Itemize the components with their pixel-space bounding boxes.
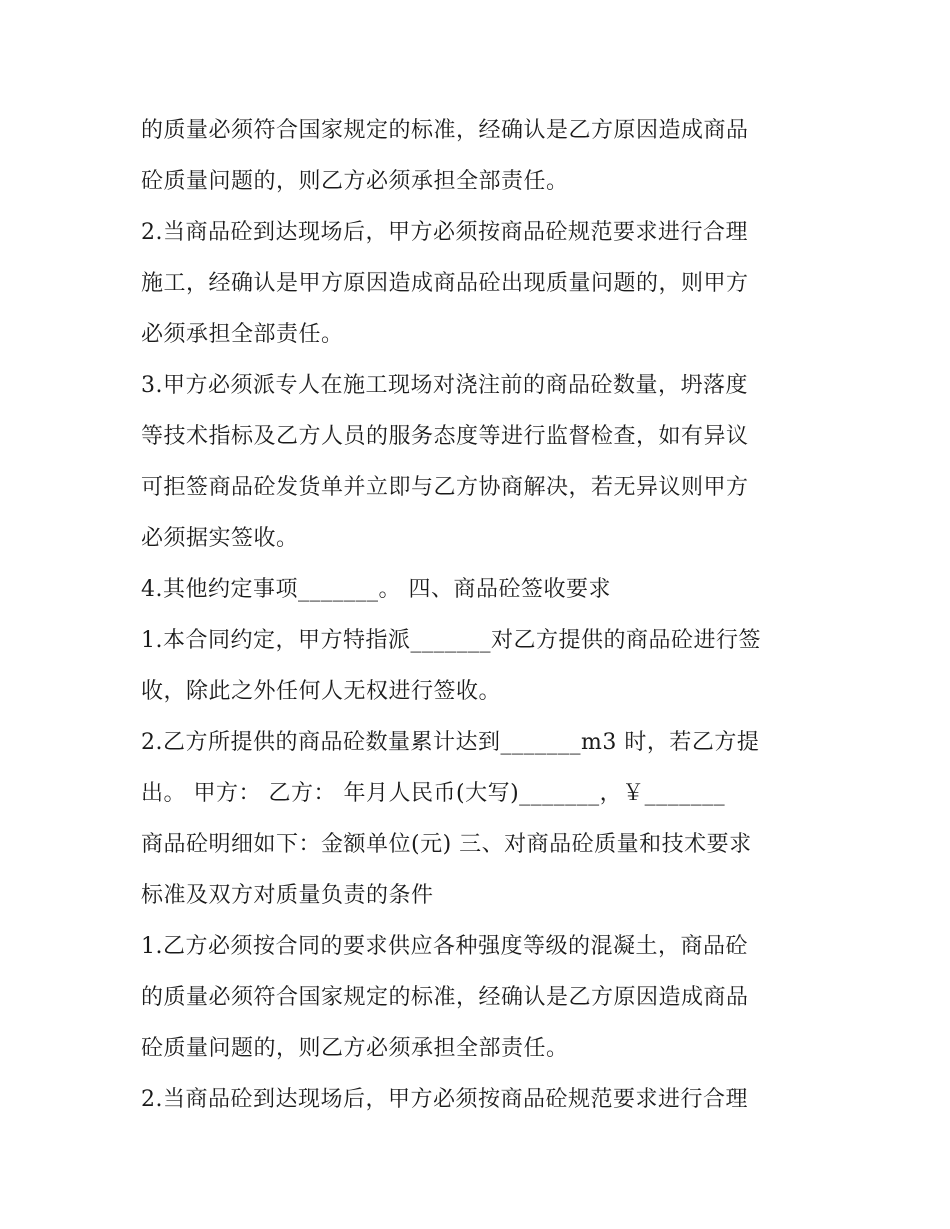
- text-line: 必须据实签收。: [141, 526, 299, 551]
- text-line: 的质量必须符合国家规定的标准，经确认是乙方原因造成商品: [141, 118, 749, 143]
- text-line: 标准及双方对质量负责的条件: [141, 883, 434, 908]
- text-line: 砼质量问题的，则乙方必须承担全部责任。: [141, 1036, 569, 1061]
- text-line: 4.其他约定事项_______。 四、商品砼签收要求: [141, 577, 611, 602]
- text-line: 可拒签商品砼发货单并立即与乙方协商解决，若无异议则甲方: [141, 475, 749, 500]
- text-line: 2.当商品砼到达现场后，甲方必须按商品砼规范要求进行合理: [141, 220, 748, 245]
- text-line: 2.当商品砼到达现场后，甲方必须按商品砼规范要求进行合理: [141, 1087, 748, 1112]
- text-line: 施工，经确认是甲方原因造成商品砼出现质量问题的，则甲方: [141, 271, 749, 296]
- text-line: 2.乙方所提供的商品砼数量累计达到_______m3 时，若乙方提: [141, 730, 760, 755]
- text-line: 必须承担全部责任。: [141, 322, 344, 347]
- document-body: [141, 105, 821, 1125]
- text-line: 3.甲方必须派专人在施工现场对浇注前的商品砼数量，坍落度: [141, 373, 748, 398]
- text-line: 商品砼明细如下：金额单位(元) 三、对商品砼质量和技术要求: [141, 832, 752, 857]
- text-line: 1.乙方必须按合同的要求供应各种强度等级的混凝土，商品砼: [141, 934, 748, 959]
- text-line: 收，除此之外任何人无权进行签收。: [141, 679, 502, 704]
- text-line: 出。 甲方： 乙方： 年月人民币(大写)_______，￥_______: [141, 781, 726, 806]
- text-line: 等技术指标及乙方人员的服务态度等进行监督检查，如有异议: [141, 424, 749, 449]
- text-line: 的质量必须符合国家规定的标准，经确认是乙方原因造成商品: [141, 985, 749, 1010]
- text-line: 1.本合同约定，甲方特指派_______对乙方提供的商品砼进行签: [141, 628, 761, 653]
- text-line: 砼质量问题的，则乙方必须承担全部责任。: [141, 169, 569, 194]
